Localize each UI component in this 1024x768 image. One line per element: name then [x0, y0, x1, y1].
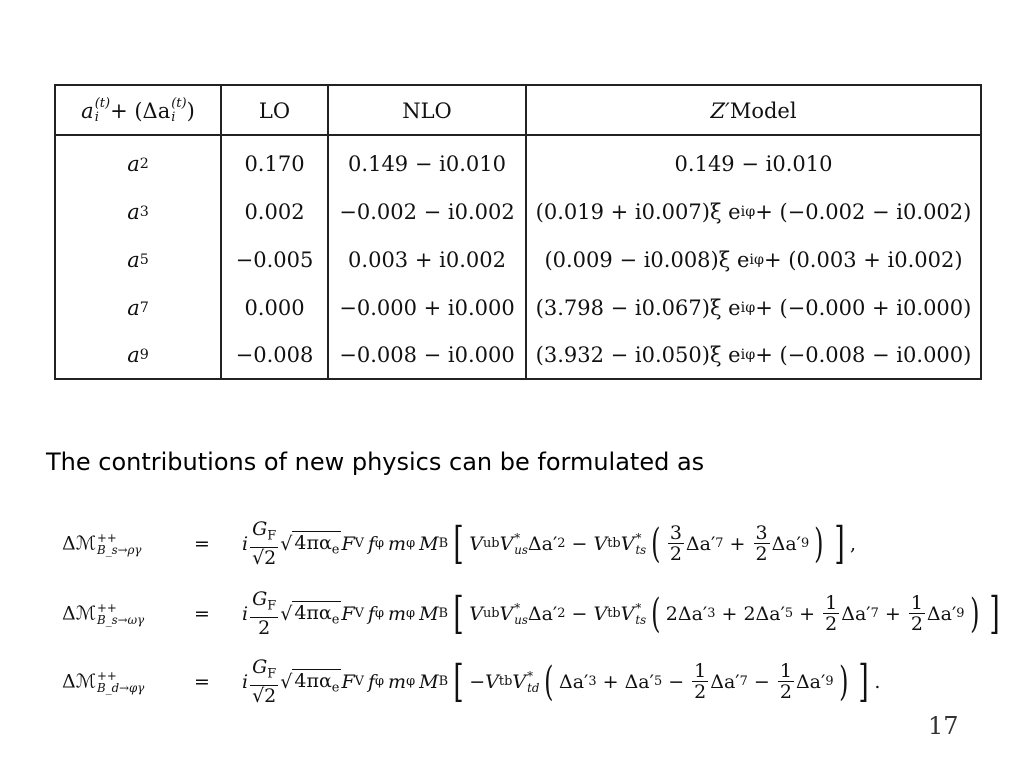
zprime-sm-part: + (−0.008 − i0.000)	[755, 343, 972, 367]
header-coef-sup: (t)	[94, 96, 111, 112]
alpha-sub: e	[331, 612, 340, 628]
delta-a-index: 3	[588, 674, 597, 690]
delta-a: Δa′	[795, 670, 826, 693]
fv-sub: V	[354, 606, 364, 622]
fraction-1-2	[778, 661, 794, 704]
right-bracket: ]	[989, 587, 1000, 639]
zprime-value: (3.932 − i0.050)ξ e	[535, 343, 741, 367]
fermi-fraction	[250, 589, 278, 639]
radicand	[292, 531, 341, 558]
coef-symbol: a	[127, 343, 140, 367]
right-paren: )	[969, 590, 979, 637]
vus: V	[499, 602, 514, 625]
conj-star: *	[635, 530, 642, 545]
delta-a-index: 7	[870, 606, 879, 622]
sqrt-alpha	[280, 531, 341, 558]
two-delta-a: 2Δa′	[743, 602, 785, 625]
vtb-sub: tb	[607, 536, 621, 552]
equation-omega-gamma	[62, 588, 1005, 640]
left-paren: (	[651, 590, 661, 637]
decay-channel: B_s→ργ	[97, 543, 142, 557]
row-a9-nlo: −0.008 − i0.000	[339, 343, 515, 367]
minus: −	[747, 670, 776, 693]
sqrt-sign: √	[280, 670, 293, 693]
minus: −	[662, 670, 691, 693]
row-a5-coef	[56, 236, 220, 284]
frac-num: 3	[669, 521, 682, 544]
helicity-label: ++	[97, 530, 117, 545]
header-coef-sup-2: (t)	[171, 96, 187, 112]
fraction-1-2	[823, 593, 839, 636]
equation-punct: .	[874, 670, 881, 693]
zprime-value: (3.798 − i0.067)ξ e	[535, 296, 741, 320]
coef-index: 2	[139, 156, 149, 172]
left-bracket: [	[453, 587, 464, 639]
header-coef-sub: i	[94, 110, 99, 125]
vtb: V	[593, 602, 608, 625]
right-bracket: ]	[858, 655, 869, 707]
alpha-term: 4πα	[294, 601, 332, 624]
frac-den: √2	[252, 547, 277, 570]
vts: V	[620, 602, 635, 625]
vus-sub: us	[514, 542, 528, 557]
delta-a-index: 7	[739, 674, 748, 690]
row-a3-lo: 0.002	[244, 200, 305, 224]
mphi-sub: φ	[406, 536, 416, 552]
sqrt-sign: √	[280, 532, 293, 555]
delta-a: Δa′	[710, 670, 740, 693]
fphi: f	[367, 532, 375, 555]
row-a2-zprime: 0.149 − i0.010	[674, 152, 833, 176]
delta-a: Δa′	[527, 602, 558, 625]
vts-indices	[635, 602, 646, 627]
equals-sign: =	[194, 671, 210, 693]
delta-a: Δa′	[558, 670, 589, 693]
header-zprime-label: Model	[729, 99, 797, 123]
coefficient-table	[54, 84, 982, 380]
fraction-1-2	[909, 593, 925, 636]
fv-sub: V	[354, 674, 364, 690]
vus-sub: us	[514, 612, 528, 627]
mphi-sub: φ	[406, 606, 416, 622]
mb: M	[419, 670, 439, 693]
gf-sub: F	[267, 666, 277, 682]
amplitude-symbol: Δℳ	[62, 532, 97, 554]
imag-unit: i	[242, 532, 249, 555]
fphi: f	[367, 670, 375, 693]
vtb-sub: tb	[607, 606, 621, 622]
phase-exponent: iφ	[749, 252, 764, 268]
coef-symbol: a	[127, 200, 140, 224]
vtd: V	[512, 670, 527, 693]
fphi-sub: φ	[375, 536, 385, 552]
right-paren: )	[814, 520, 824, 567]
vtb: V	[593, 532, 608, 555]
phase-exponent: iφ	[740, 204, 756, 220]
zprime-value: (0.019 + i0.007)ξ e	[535, 200, 741, 224]
fraction-3-2	[754, 523, 770, 566]
mphi-sub: φ	[406, 674, 416, 690]
decay-channel: B_d→φγ	[97, 681, 145, 695]
frac-num	[250, 589, 278, 618]
header-nlo: NLO	[402, 99, 452, 123]
row-a5-zprime	[527, 236, 980, 284]
header-zprime-model	[527, 86, 980, 136]
equation-lhs	[62, 602, 172, 627]
fv: F	[341, 602, 355, 625]
header-coefficient	[56, 86, 220, 136]
delta-a-index: 9	[825, 674, 834, 690]
row-a7-lo: 0.000	[244, 296, 305, 320]
alpha-term: 4πα	[294, 531, 332, 554]
frac-den: 2	[258, 617, 271, 640]
helicity-label: ++	[97, 600, 117, 615]
mphi: m	[388, 602, 407, 625]
zprime-sm-part: + (−0.002 − i0.002)	[755, 200, 972, 224]
vus-indices	[514, 602, 528, 627]
conj-star: *	[635, 600, 642, 615]
delta-a-index: 3	[707, 606, 716, 622]
fraction-3-2	[668, 523, 684, 566]
gf-sub: F	[267, 528, 277, 544]
delta-a: Δa′	[926, 602, 957, 625]
row-a3-zprime	[527, 188, 980, 236]
delta-a-index: 2	[557, 536, 566, 552]
sqrt-alpha	[280, 601, 341, 628]
sqrt-alpha	[280, 669, 341, 696]
gf-sub: F	[267, 598, 277, 614]
gf: G	[252, 655, 268, 678]
minus: −	[565, 532, 594, 555]
row-a9-lo: −0.008	[235, 343, 314, 367]
equation-punct: ,	[849, 532, 857, 555]
fermi-fraction	[250, 657, 278, 707]
sqrt-sign: √	[280, 602, 293, 625]
frac-den: 2	[755, 543, 768, 566]
fphi: f	[367, 602, 375, 625]
frac-den: 2	[825, 613, 838, 636]
vtd-indices	[527, 670, 539, 695]
leading-minus: −	[469, 670, 486, 693]
conj-star: *	[527, 668, 533, 683]
equation-rhs	[242, 589, 1005, 639]
vts: V	[620, 532, 635, 555]
fraction-1-2	[692, 661, 708, 704]
vub: V	[469, 602, 483, 625]
header-coef-close: )	[186, 99, 195, 123]
coef-index: 7	[139, 300, 149, 316]
row-a2-coef	[56, 140, 220, 188]
row-a9-zprime	[527, 332, 980, 378]
equation-lhs	[62, 670, 172, 695]
vts-sub: ts	[635, 612, 647, 627]
amplitude-indices	[97, 670, 144, 695]
frac-num	[250, 519, 278, 548]
fphi-sub: φ	[375, 674, 385, 690]
plus: +	[596, 670, 625, 693]
equals-sign: =	[194, 603, 210, 625]
equals-sign: =	[194, 533, 210, 555]
header-coef-indices	[95, 97, 110, 124]
header-coef-indices-2	[171, 97, 186, 124]
vub: V	[469, 532, 483, 555]
mb-sub: B	[438, 674, 449, 690]
phase-exponent: iφ	[740, 347, 756, 363]
section-heading: The contributions of new physics can be formulated as	[46, 448, 705, 476]
conj-star: *	[514, 530, 521, 545]
delta-a: Δa′	[771, 532, 801, 555]
equation-rhs	[242, 519, 856, 569]
row-a5-lo: −0.005	[235, 248, 314, 272]
plus: +	[793, 602, 822, 625]
frac-den: 2	[694, 681, 707, 704]
alpha-sub: e	[331, 680, 340, 696]
vts-sub: ts	[635, 542, 647, 557]
vts-indices	[635, 532, 646, 557]
frac-num: 3	[755, 521, 768, 544]
coef-symbol: a	[127, 152, 140, 176]
row-a3-coef	[56, 188, 220, 236]
equation-rhs	[242, 657, 880, 707]
minus: −	[565, 602, 594, 625]
frac-num: 1	[825, 591, 838, 614]
alpha-sub: e	[331, 542, 340, 558]
row-a9-coef	[56, 332, 220, 378]
mb: M	[419, 532, 439, 555]
mb-sub: B	[438, 606, 449, 622]
vub-sub: ub	[482, 606, 500, 622]
header-lo: LO	[258, 99, 291, 123]
header-zprime-symbol: Z′	[710, 99, 730, 123]
zprime-sm-part: + (0.003 + i0.002)	[763, 248, 963, 272]
row-a7-nlo: −0.000 + i0.000	[339, 296, 515, 320]
row-a7-zprime	[527, 284, 980, 332]
amplitude-indices	[97, 532, 141, 557]
page-number: 17	[928, 712, 959, 740]
delta-a-index: 9	[956, 606, 965, 622]
amplitude-indices	[97, 602, 144, 627]
row-a2-nlo: 0.149 − i0.010	[348, 152, 506, 176]
gf: G	[252, 587, 268, 610]
zprime-sm-part: + (−0.000 + i0.000)	[755, 296, 972, 320]
left-bracket: [	[453, 655, 464, 707]
row-a2-lo: 0.170	[244, 152, 305, 176]
row-a3-nlo: −0.002 − i0.002	[339, 200, 515, 224]
fv: F	[341, 670, 355, 693]
frac-den: √2	[252, 685, 277, 708]
vtb: V	[485, 670, 499, 693]
mb: M	[419, 602, 439, 625]
frac-num	[250, 657, 278, 686]
amplitude-symbol: Δℳ	[62, 670, 97, 692]
coef-index: 9	[139, 347, 149, 363]
fphi-sub: φ	[374, 606, 384, 622]
right-paren: )	[838, 658, 849, 705]
vus-indices	[514, 532, 528, 557]
coef-index: 5	[139, 252, 149, 268]
delta-a: Δa′	[841, 602, 871, 625]
header-coef-sub-2: i	[171, 110, 176, 125]
amplitude-symbol: Δℳ	[62, 602, 97, 624]
vus: V	[499, 532, 514, 555]
mphi: m	[388, 670, 407, 693]
left-paren: (	[544, 658, 554, 705]
frac-den: 2	[779, 681, 792, 704]
delta-a: Δa′	[527, 532, 558, 555]
equation-phi-gamma	[62, 656, 880, 708]
fv: F	[341, 532, 355, 555]
delta-a-index: 9	[800, 536, 810, 552]
equation-rho-gamma	[62, 518, 856, 570]
gf: G	[252, 517, 268, 540]
coef-index: 3	[139, 204, 149, 220]
mphi: m	[388, 532, 407, 555]
coef-symbol: a	[127, 296, 140, 320]
frac-num: 1	[779, 659, 792, 682]
phase-exponent: iφ	[740, 300, 756, 316]
row-a5-nlo: 0.003 + i0.002	[348, 248, 506, 272]
helicity-label: ++	[97, 668, 117, 683]
plus: +	[715, 602, 744, 625]
left-bracket: [	[453, 517, 464, 569]
conj-star: *	[514, 600, 521, 615]
fermi-fraction	[250, 519, 278, 569]
plus: +	[878, 602, 907, 625]
plus: +	[723, 532, 752, 555]
delta-a-index: 5	[784, 606, 794, 622]
row-a7-coef	[56, 284, 220, 332]
frac-den: 2	[910, 613, 923, 636]
delta-a-index: 2	[557, 606, 566, 622]
imag-unit: i	[242, 602, 249, 625]
decay-channel: B_s→ωγ	[97, 613, 145, 627]
header-coef-plus: + (Δa	[110, 99, 171, 123]
coef-symbol: a	[127, 248, 140, 272]
frac-num: 1	[694, 659, 707, 682]
delta-a: Δa′	[624, 670, 654, 693]
radicand	[292, 669, 341, 696]
equation-lhs	[62, 532, 172, 557]
vtb-sub: tb	[498, 674, 513, 690]
delta-a-index: 5	[653, 674, 663, 690]
two-delta-a: 2Δa′	[665, 602, 708, 625]
imag-unit: i	[242, 670, 249, 693]
alpha-term: 4πα	[294, 669, 332, 692]
right-bracket: ]	[834, 517, 845, 569]
mb-sub: B	[438, 536, 449, 552]
delta-a: Δa′	[685, 532, 716, 555]
fv-sub: V	[354, 536, 364, 552]
radicand	[292, 601, 341, 628]
vtd-sub: td	[527, 680, 540, 695]
frac-num: 1	[910, 591, 923, 614]
frac-den: 2	[669, 543, 682, 566]
zprime-value: (0.009 − i0.008)ξ e	[544, 248, 750, 272]
delta-a-index: 7	[715, 536, 724, 552]
vub-sub: ub	[482, 536, 500, 552]
header-coef-symbol: a	[81, 99, 94, 123]
left-paren: (	[651, 520, 661, 567]
